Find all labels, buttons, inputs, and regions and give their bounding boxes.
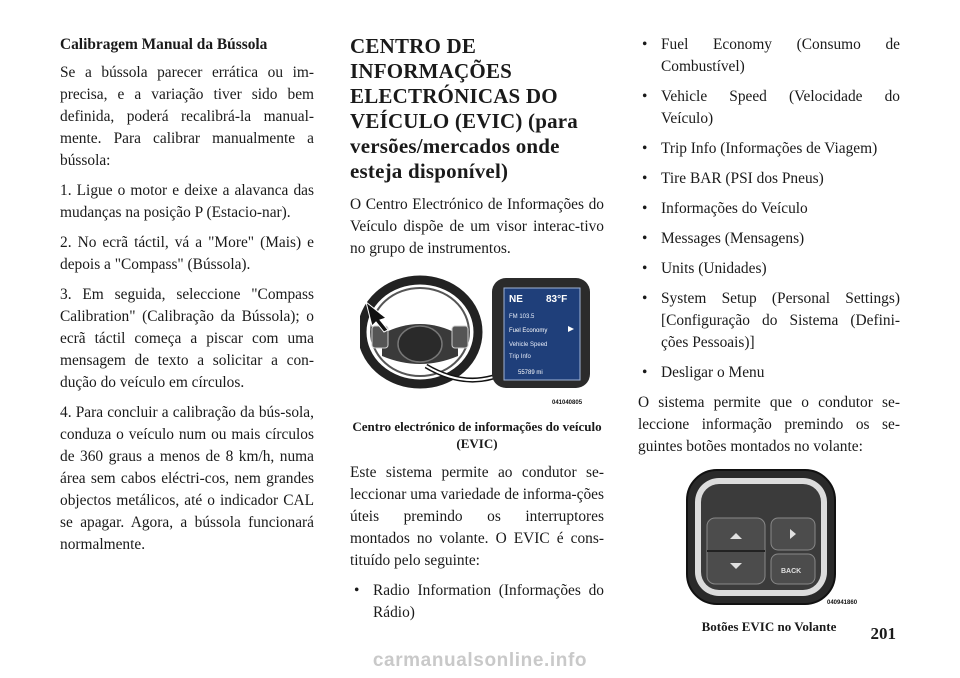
page-number: 201 [870,624,896,643]
paragraph-evic-body: Este sistema permite ao condutor se-leccionar uma variedade de informa-ções úteis premindo os interruptores montados no volante. O EVIC é cons-tituído pelo seguinte: [350,464,604,569]
list-item: • System Setup (Personal Settings) [Configuração do Sistema (Defini-ções Pessoais)] [642,290,900,351]
bullet-list-middle [350,580,604,624]
bullet-glyph: • [642,200,648,217]
bullet-glyph: • [642,140,648,157]
bullet-glyph: • [642,88,648,105]
column-middle [350,34,604,632]
watermark: carmanualsonline.info [372,650,588,671]
column-right [638,34,900,645]
bullet-glyph: • [642,36,648,53]
step-3: 3. Em seguida, seleccione "Compass Calibration" (Calibração da Bússola); o ecrã táctil começa a piscar com uma mensagem de texto a solicitar a con-dução do veículo em círculos. [60,286,314,391]
figure-caption-buttons: Botões EVIC no Volante [701,619,837,634]
step-4: 4. Para concluir a calibração da bús-sola, conduza o veículo num ou mais círculos de 360 graus a menos de 8 km/h, numa área sem cabos eléctri-cos, nem grandes objectos metálicos, até o indicador CAL se apagar. Agora, a bússola funcionará normalmente. [60,404,314,553]
bullet-glyph: • [642,260,648,277]
bullet-glyph: • [354,582,360,599]
display-compass: NE [509,294,523,305]
bullet-glyph: • [642,290,648,307]
figure-code: 040941860 [827,600,858,606]
figure-evic-buttons [659,466,879,614]
subheading-manual-calibration: Calibragem Manual da Bússola [60,36,268,53]
list-item: • Vehicle Speed (Velocidade do Veículo) [642,88,900,127]
list-item: • Fuel Economy (Consumo de Combustível) [642,36,900,75]
paragraph-buttons-intro: O sistema permite que o condutor se-leccione informação premindo os se-guintes botões montados no volante: [638,394,900,455]
display-line-1: FM 103.5 [509,314,535,320]
display-line-4: Trip Info [509,354,531,360]
display-line-3: Vehicle Speed [509,342,548,348]
display-temp: 83°F [546,294,568,305]
paragraph-evic-intro: O Centro Electrónico de Informações do Veículo dispõe de um visor interac-tivo no grupo de instrumentos. [350,196,604,257]
back-button-label: BACK [781,568,802,575]
bullet-glyph: • [642,230,648,247]
bullet-list-right [638,34,900,384]
list-item: • Units (Unidades) [638,258,900,280]
figure-caption-evic: Centro electrónico de informações do veículo (EVIC) [352,419,602,451]
bullet-glyph: • [642,364,648,381]
figure-code: 041040805 [552,400,583,406]
list-item: • Trip Info (Informações de Viagem) [638,138,900,160]
bullet-glyph: • [642,170,648,187]
paragraph-intro: Se a bússola parecer errática ou im-precisa, e a variação tiver sido bem definida, poderá recalibrá-la manual-mente. Para calibrar manualmente a bússola: [60,64,314,169]
section-title-evic: CENTRO DE INFORMAÇÕES ELECTRÓNICAS DO VEÍCULO (EVIC) (para versões/mercados onde esteja disponível) [350,34,579,183]
step-2: 2. No ecrã táctil, vá a "More" (Mais) e depois a "Compass" (Bússola). [60,234,314,273]
display-line-2: Fuel Economy [509,328,548,334]
figure-evic-steering-wheel [360,274,594,414]
column-left [60,34,314,564]
display-line-5: 55789 mi [518,370,543,376]
list-item: • Messages (Mensagens) [638,228,900,250]
list-item: • Tire BAR (PSI dos Pneus) [638,168,900,190]
list-item: • Informações do Veículo [638,198,900,220]
list-item: • Radio Information (Informações do Rádio) [354,582,604,621]
step-1: 1. Ligue o motor e deixe a alavanca das mudanças na posição P (Estacio-nar). [60,182,314,221]
list-item: • Desligar o Menu [638,362,900,384]
